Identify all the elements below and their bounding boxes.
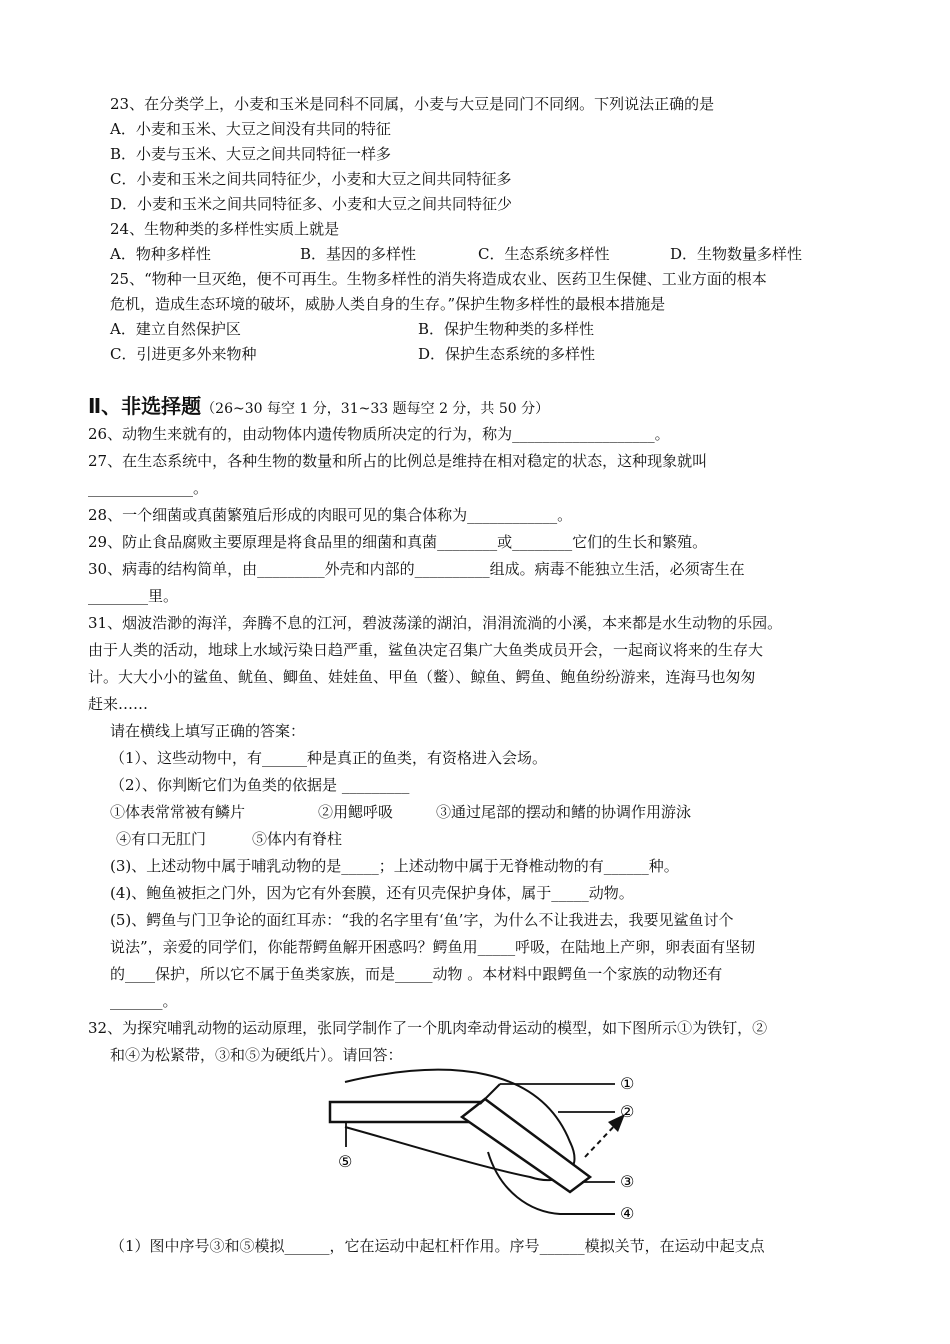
q23-option-b: B．小麦与玉米、大豆之间共同特征一样多 bbox=[110, 145, 392, 163]
q31-instruction: 请在横线上填写正确的答案： bbox=[110, 722, 306, 740]
q23-option-a: A．小麦和玉米、大豆之间没有共同的特征 bbox=[110, 120, 391, 138]
diagram-label-5: ⑤ bbox=[338, 1152, 353, 1171]
q31-sub-5-line-2: 说法”，亲爱的同学们，你能帮鳄鱼解开困惑吗？鳄鱼用_____呼吸，在陆地上产卵，卵表面有坚韧 bbox=[110, 938, 756, 956]
q31-option-4: ④有口无肛门 bbox=[116, 830, 207, 848]
q27-line-2: ______________。 bbox=[88, 479, 209, 497]
q24-option-a: A．物种多样性 bbox=[110, 245, 211, 263]
diagram-label-4: ④ bbox=[620, 1204, 635, 1223]
q32-blank-2: ______ bbox=[539, 1237, 585, 1255]
q25-option-b: B．保护生物种类的多样性 bbox=[418, 320, 595, 338]
section-2-title: Ⅱ、非选择题 bbox=[88, 394, 202, 418]
q30-line-2: ________里。 bbox=[88, 587, 179, 605]
cardboard-5 bbox=[330, 1102, 482, 1122]
q31-line-1: 31、烟波浩渺的海洋，奔腾不息的江河，碧波荡漾的湖泊，涓涓流淌的小溪，本来都是水生动物的乐园。 bbox=[88, 614, 783, 632]
q24-option-c: C．生态系统多样性 bbox=[478, 245, 610, 263]
q32-blank-1: ______ bbox=[284, 1237, 330, 1255]
q24-option-b: B．基因的多样性 bbox=[300, 245, 417, 263]
q31-option-1: ①体表常常被有鳞片 bbox=[110, 803, 246, 821]
q23-option-c: C．小麦和玉米之间共同特征少，小麦和大豆之间共同特征多 bbox=[110, 170, 512, 188]
q32-sub-1: （1）图中序号③和⑤模拟______，它在运动中起杠杆作用。序号______模拟关节，在运动中起支点 bbox=[110, 1237, 765, 1255]
q31-sub-5-line-3: 的____保护，所以它不属于鱼类家族，而是_____动物 。本材料中跟鳄鱼一个家族的动物还有 bbox=[110, 965, 723, 983]
q27-line-1: 27、在生态系统中，各种生物的数量和所占的比例总是维持在相对稳定的状态，这种现象就叫 bbox=[88, 452, 708, 470]
section-2-scoring-note: （26~30 每空 1 分，31~33 题每空 2 分，共 50 分） bbox=[201, 401, 550, 417]
motion-arrow bbox=[585, 1122, 618, 1157]
muscle-bone-model-diagram bbox=[300, 1062, 660, 1232]
q25-option-a: A．建立自然保护区 bbox=[110, 320, 241, 338]
q31-sub-4: (4)、鲍鱼被拒之门外，因为它有外套膜，还有贝壳保护身体，属于_____动物。 bbox=[110, 884, 634, 902]
q28: 28、一个细菌或真菌繁殖后形成的肉眼可见的集合体称为____________。 bbox=[88, 506, 573, 524]
q31-line-2: 由于人类的活动，地球上水域污染日趋严重，鲨鱼决定召集广大鱼类成员开会，一起商议将来的生存大 bbox=[88, 641, 764, 659]
diagram-label-2: ② bbox=[620, 1102, 635, 1121]
q31-line-4: 赶来…… bbox=[88, 695, 149, 713]
q32-line-1: 32、为探究哺乳动物的运动原理，张同学制作了一个肌肉牵动骨运动的模型，如下图所示①为铁钉，② bbox=[88, 1019, 768, 1037]
q32-line-2: 和④为松紧带，③和⑤为硬纸片）。请回答： bbox=[110, 1046, 403, 1064]
q31-sub-5-line-1: (5)、鳄鱼与门卫争论的面红耳赤：“我的名字里有‘鱼’字，为什么不让我进去，我要见鲨鱼讨个 bbox=[110, 911, 734, 929]
q23-stem: 23、在分类学上，小麦和玉米是同科不同属，小麦与大豆是同门不同纲。下列说法正确的是 bbox=[110, 95, 715, 113]
diagram-label-3: ③ bbox=[620, 1172, 635, 1191]
q23-option-d: D．小麦和玉米之间共同特征多、小麦和大豆之间共同特征少 bbox=[110, 195, 513, 213]
q25-line-1: 25、“物种一旦灭绝，便不可再生。生物多样性的消失将造成农业、医药卫生保健、工业方面的根本 bbox=[110, 270, 767, 288]
q31-option-5: ⑤体内有脊柱 bbox=[252, 830, 343, 848]
q26: 26、动物生来就有的，由动物体内遗传物质所决定的行为，称为___________________。 bbox=[88, 425, 670, 443]
q25-option-d: D．保护生态系统的多样性 bbox=[418, 345, 596, 363]
q31-option-3: ③通过尾部的摆动和鳍的协调作用游泳 bbox=[436, 803, 692, 821]
q24-option-d: D．生物数量多样性 bbox=[670, 245, 803, 263]
q25-option-c: C．引进更多外来物种 bbox=[110, 345, 257, 363]
q31-sub-3: (3)、上述动物中属于哺乳动物的是_____；上述动物中属于无脊椎动物的有______种。 bbox=[110, 857, 679, 875]
q31-sub-2: （2）、你判断它们为鱼类的依据是 _________ bbox=[110, 776, 410, 794]
diagram-label-1: ① bbox=[620, 1074, 635, 1093]
iron-nail-1 bbox=[480, 1084, 500, 1104]
q31-sub-1: （1）、这些动物中，有______种是真正的鱼类，有资格进入会场。 bbox=[110, 749, 548, 767]
q29: 29、防止食品腐败主要原理是将食品里的细菌和真菌________或________它们的生长和繁殖。 bbox=[88, 533, 708, 551]
q31-line-3: 计。大大小小的鲨鱼、鱿鱼、鲫鱼、娃娃鱼、甲鱼（鳖）、鲸鱼、鳄鱼、鲍鱼纷纷游来，连海马也匆匆 bbox=[88, 668, 756, 686]
q30-line-1: 30、病毒的结构简单，由_________外壳和内部的__________组成。病毒不能独立生活，必须寄生在 bbox=[88, 560, 745, 578]
q24-stem: 24、生物种类的多样性实质上就是 bbox=[110, 220, 340, 238]
q31-option-2: ②用鳃呼吸 bbox=[318, 803, 394, 821]
q31-sub-5-line-4: _______。 bbox=[110, 992, 178, 1010]
section-2-heading bbox=[88, 394, 549, 421]
q25-line-2: 危机，造成生态环境的破坏，威胁人类自身的生存。”保护生物多样性的最根本措施是 bbox=[110, 295, 666, 313]
